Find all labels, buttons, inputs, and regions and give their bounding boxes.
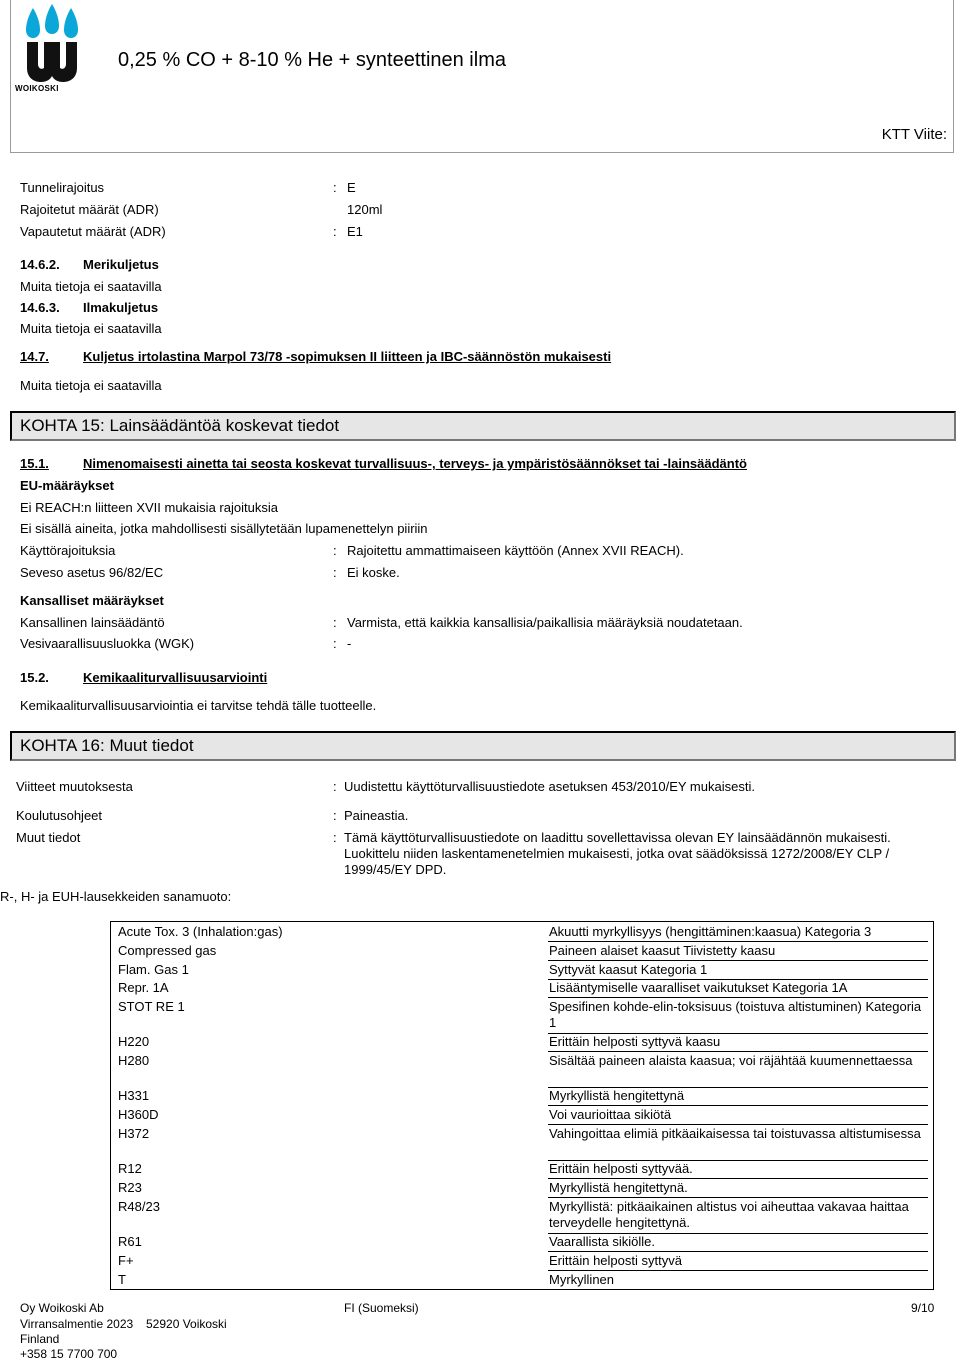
- footer-page-number: 9/10: [911, 1301, 935, 1315]
- subsection-15-2-number: 15.2.: [20, 670, 49, 685]
- ktt-reference: KTT Viite:: [881, 126, 947, 143]
- colon: :: [333, 615, 337, 630]
- phrase-code: R23: [118, 1180, 142, 1195]
- air-transport-number: 14.6.3.: [20, 300, 60, 315]
- row-divider: [548, 1178, 928, 1179]
- row-divider: [548, 1270, 928, 1271]
- colon: :: [333, 808, 337, 823]
- footer-phone: +358 15 7700 700: [20, 1347, 118, 1361]
- national-legislation-label: Kansallinen lainsäädäntö: [20, 615, 165, 630]
- colon: :: [333, 636, 337, 651]
- revision-reference-label: Viitteet muutoksesta: [16, 779, 133, 794]
- limited-quantities-value: 120ml: [347, 202, 383, 217]
- row-divider: [548, 941, 928, 942]
- phrase-code: R12: [118, 1161, 142, 1176]
- row-divider: [548, 1051, 928, 1052]
- other-info-label: Muut tiedot: [16, 830, 81, 845]
- air-transport-text: Muita tietoja ei saatavilla: [20, 321, 162, 336]
- training-label: Koulutusohjeet: [16, 808, 103, 823]
- section-16-header: KOHTA 16: Muut tiedot: [10, 731, 956, 761]
- csa-text: Kemikaaliturvallisuusarviointia ei tarvitse tehdä tälle tuotteelle.: [20, 698, 377, 713]
- national-regulations-heading: Kansalliset määräykset: [20, 593, 164, 608]
- training-value: Paineastia.: [344, 808, 409, 823]
- row-divider: [548, 1251, 928, 1252]
- phrase-text: Myrkyllistä hengitettynä: [549, 1088, 685, 1103]
- colon: :: [333, 543, 337, 558]
- excepted-quantities-value: E1: [347, 224, 363, 239]
- row-divider: [548, 1197, 928, 1198]
- phrase-code: H331: [118, 1088, 150, 1103]
- phrase-code: R48/23: [118, 1199, 160, 1214]
- phrase-text: Myrkyllistä hengitettynä.: [549, 1180, 688, 1195]
- phrase-code: Flam. Gas 1: [118, 962, 189, 977]
- limited-quantities-label: Rajoitetut määrät (ADR): [20, 202, 159, 217]
- logo-text: WOIKOSKI: [15, 84, 59, 93]
- phrase-code: T: [118, 1272, 126, 1287]
- colon: :: [333, 224, 337, 239]
- phrase-text: Erittäin helposti syttyvä kaasu: [549, 1034, 721, 1049]
- colon: :: [333, 180, 337, 195]
- excepted-quantities-label: Vapautetut määrät (ADR): [20, 224, 166, 239]
- phrase-code: Repr. 1A: [118, 980, 169, 995]
- revision-reference-value: Uudistettu käyttöturvallisuustiedote asetuksen 453/2010/EY mukaisesti.: [344, 779, 755, 794]
- phrase-text: Vaarallista sikiölle.: [549, 1234, 655, 1249]
- wgk-label: Vesivaarallisuusluokka (WGK): [20, 636, 195, 651]
- phrase-code: Acute Tox. 3 (Inhalation:gas): [118, 924, 283, 939]
- other-info-line-1: Tämä käyttöturvallisuustiedote on laadittu sovellettavissa olevan EY lainsäädännön mukaisesti.: [344, 830, 891, 845]
- phrase-text: Spesifinen kohde-elin-toksisuus (toistuva altistuminen) Kategoria 1: [549, 999, 922, 1030]
- footer-language: FI (Suomeksi): [344, 1301, 419, 1315]
- phrase-text: Akuutti myrkyllisyys (hengittäminen:kaasua) Kategoria 3: [549, 924, 872, 939]
- footer-postal: 52920 Voikoski: [146, 1317, 227, 1331]
- air-transport-title: Ilmakuljetus: [83, 300, 159, 315]
- use-restrictions-value: Rajoitettu ammattimaiseen käyttöön (Annex XVII REACH).: [347, 543, 684, 558]
- use-restrictions-label: Käyttörajoituksia: [20, 543, 116, 558]
- phrase-code: H220: [118, 1034, 150, 1049]
- tunnel-restriction-row: [20, 180, 104, 195]
- phrase-code: H280: [118, 1053, 150, 1068]
- row-divider: [548, 997, 928, 998]
- sea-transport-number: 14.6.2.: [20, 257, 60, 272]
- phrase-text: Myrkyllinen: [549, 1272, 615, 1287]
- phrase-text: Syttyvät kaasut Kategoria 1: [549, 962, 708, 977]
- phrase-text: Paineen alaiset kaasut Tiivistetty kaasu: [549, 943, 776, 958]
- tunnel-restriction-label: Tunnelirajoitus: [20, 180, 105, 195]
- row-divider: [548, 1124, 928, 1125]
- phrase-code: R61: [118, 1234, 142, 1249]
- phrase-text: Lisääntymiselle vaaralliset vaikutukset Kategoria 1A: [549, 980, 848, 995]
- sea-transport-text: Muita tietoja ei saatavilla: [20, 279, 162, 294]
- phrase-code: STOT RE 1: [118, 999, 185, 1014]
- seveso-value: Ei koske.: [347, 565, 400, 580]
- bulk-transport-text: Muita tietoja ei saatavilla: [20, 378, 162, 393]
- eu-regulations-line-2: Ei sisällä aineita, jotka mahdollisesti sisällytetään lupamenettelyn piiriin: [20, 521, 428, 536]
- phrase-text: Erittäin helposti syttyvää.: [549, 1161, 693, 1176]
- national-legislation-value: Varmista, että kaikkia kansallisia/paikallisia määräyksiä noudatetaan.: [347, 615, 743, 630]
- sea-transport-title: Merikuljetus: [83, 257, 159, 272]
- document-title: 0,25 % CO + 8-10 % He + synteettinen ilma: [118, 49, 506, 71]
- phrase-text: Voi vaurioittaa sikiötä: [549, 1107, 672, 1122]
- eu-regulations-line-1: Ei REACH:n liitteen XVII mukaisia rajoituksia: [20, 500, 278, 515]
- bulk-transport-title: Kuljetus irtolastina Marpol 73/78 -sopimuksen II liitteen ja IBC-säännöstön mukaisesti: [83, 349, 612, 364]
- section-15-header: KOHTA 15: Lainsäädäntöä koskevat tiedot: [10, 411, 956, 441]
- phrases-table: [110, 921, 934, 1290]
- colon: :: [333, 565, 337, 580]
- row-divider: [548, 960, 928, 961]
- phrase-code: Compressed gas: [118, 943, 217, 958]
- seveso-label: Seveso asetus 96/82/EC: [20, 565, 164, 580]
- colon: :: [333, 779, 337, 794]
- wgk-value: -: [347, 636, 352, 651]
- phrase-code: H360D: [118, 1107, 159, 1122]
- subsection-15-2-title: Kemikaaliturvallisuusarviointi: [83, 670, 268, 685]
- eu-regulations-heading: EU-määräykset: [20, 478, 114, 493]
- other-info-line-3: 1999/45/EY DPD.: [344, 862, 447, 877]
- subsection-15-1-title: Nimenomaisesti ainetta tai seosta koskevat turvallisuus-, terveys- ja ympäristösäännökset tai -lainsäädäntö: [83, 456, 747, 471]
- tunnel-restriction-value: E: [347, 180, 356, 195]
- phrase-text: Sisältää paineen alaista kaasua; voi räjähtää kuumennettaessa: [549, 1053, 913, 1068]
- phrases-label: R-, H- ja EUH-lausekkeiden sanamuoto:: [0, 889, 232, 904]
- bulk-transport-number: 14.7.: [20, 349, 49, 364]
- phrase-text: Myrkyllistä: pitkäaikainen altistus voi aiheuttaa vakavaa haittaa terveydelle hengitettynä.: [549, 1199, 909, 1230]
- colon: :: [333, 830, 337, 845]
- woikoski-logo: [21, 2, 83, 94]
- other-info-line-2: Luokittelu niiden laskentamenetelmien mukaisesti, jotka ovat säädöksissä 1272/2008/EY CLP /: [344, 846, 890, 861]
- phrase-code: H372: [118, 1126, 150, 1141]
- footer-address: Virransalmentie 2023: [20, 1317, 134, 1331]
- phrase-code: F+: [118, 1253, 134, 1268]
- phrase-text: Vahingoittaa elimiä pitkäaikaisessa tai toistuvassa altistumisessa: [549, 1126, 921, 1141]
- page-header: [10, 0, 954, 153]
- footer-company: Oy Woikoski Ab: [20, 1301, 104, 1315]
- phrase-text: Erittäin helposti syttyvä: [549, 1253, 682, 1268]
- subsection-15-1-number: 15.1.: [20, 456, 49, 471]
- footer-country: Finland: [20, 1332, 60, 1346]
- row-divider: [548, 1105, 928, 1106]
